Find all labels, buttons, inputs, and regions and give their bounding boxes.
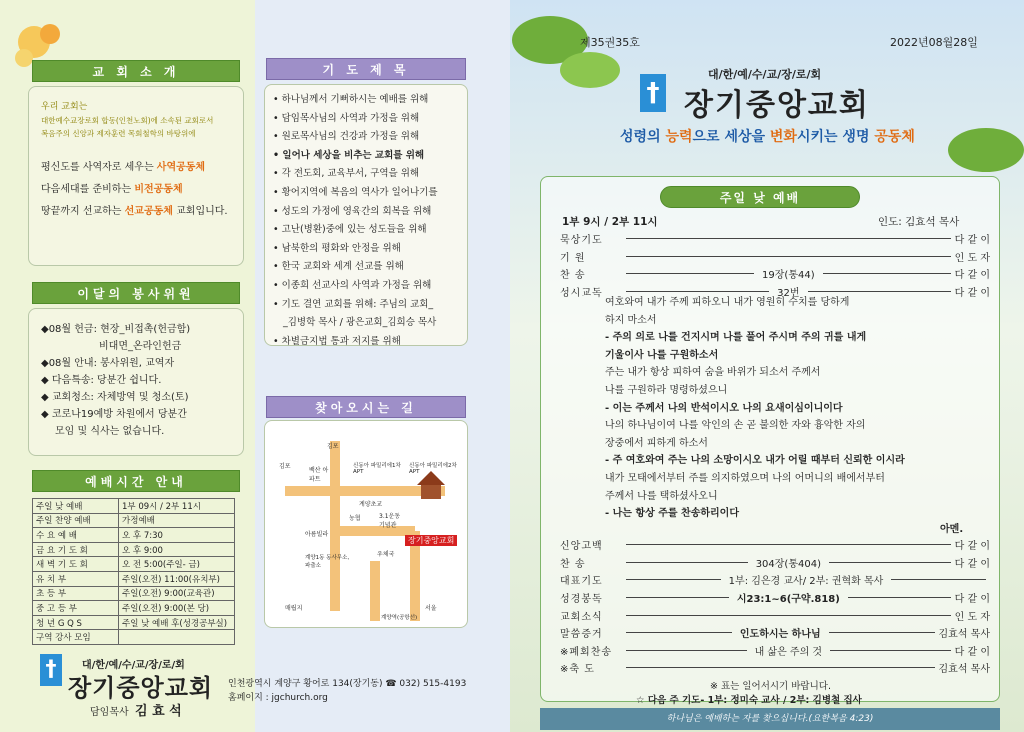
order-row [560, 230, 990, 248]
order-person: 다 같 이 [954, 646, 990, 658]
responsive-reading [560, 294, 990, 523]
slogan-part: 변화 [769, 129, 797, 145]
map-label: 계양역(공항선) [381, 615, 418, 621]
order-row [560, 589, 990, 607]
order-label: 대표기도 [560, 576, 603, 588]
footer-denomination: 대/한/예/수/교/장/로/회 [82, 660, 185, 671]
order-person: 인 도 자 [954, 611, 990, 623]
committee-item: 비대면_온라인헌금 [99, 341, 182, 352]
order-person: 인 도 자 [954, 252, 990, 264]
schedule-row [33, 528, 235, 543]
prayer-item: • 각 전도회, 교육부서, 구역을 위해 [273, 165, 467, 184]
schedule-time-cell: 주일 낮 예배 후(성경공부실) [119, 615, 235, 630]
slogan-part: 시키는 생명 [796, 129, 875, 145]
schedule-time-cell: 오 후 7:30 [119, 528, 235, 543]
schedule-time-cell: 오 후 9:00 [119, 542, 235, 557]
committee-item: ◆ 교회청소: 자체방역 및 청소(토) [41, 392, 189, 403]
map-label: 김포 [327, 443, 339, 450]
order-content: 19장(통44) [762, 270, 815, 282]
reading-line: 장중에서 피하게 하소서 [605, 437, 708, 449]
order-person: 다 같 이 [954, 558, 991, 570]
order-row [560, 536, 990, 554]
committee-box [28, 308, 244, 456]
footer-church-name: 장기중앙교회 [68, 674, 214, 702]
reading-line: - 이는 주께서 나의 반석이시오 나의 요새이심이니이다 [605, 402, 843, 414]
order-label: 말씀증거 [560, 629, 603, 641]
order-leader-line [626, 597, 729, 598]
map-box [264, 420, 468, 628]
committee-item: ◆ 다음특송: 당분간 쉽니다. [41, 375, 162, 386]
order-content: 32번 [777, 288, 800, 300]
schedule-header: 예배시간 안내 [32, 470, 240, 492]
amen-text: 아멘. [940, 524, 964, 535]
schedule-row [33, 499, 235, 514]
order-leader-line [626, 579, 721, 580]
schedule-time-cell: 주일(오전) 11:00(유치부) [119, 571, 235, 586]
schedule-row [33, 630, 235, 645]
slogan-part: 공동체 [874, 129, 915, 145]
prayer-box [264, 84, 468, 346]
order-leader-line [626, 273, 754, 274]
prayer-item: _김병학 목사 / 광은교회_김희승 목사 [283, 317, 437, 329]
map-label: 계양1동 동사무소,파출소 [305, 555, 350, 569]
pastor-label: 담임목사 [90, 707, 129, 718]
reading-line: - 주의 의로 나를 건지시며 나를 풀어 주시며 주의 귀를 내게 [605, 332, 867, 344]
intro-header: 교 회 소 개 [32, 60, 240, 82]
order-leader-line [829, 562, 951, 563]
map-church-marker: 장기중앙교회 [405, 535, 457, 546]
map-label: 신동아 파밀리에1차APT [353, 463, 401, 475]
order-content: 내 삶은 주의 것 [754, 646, 823, 658]
order-row [560, 571, 990, 589]
intro-line-3: 복음주의 신앙과 제자훈련 목회철학의 바탕위에 [41, 129, 196, 138]
worship-header: 주일 낮 예배 [660, 186, 860, 208]
order-leader-line [848, 597, 951, 598]
church-logo-icon: † [40, 654, 62, 686]
map-label: 매립지 [285, 605, 303, 612]
reading-line: 주께서 나를 택하셨사오니 [605, 490, 718, 502]
order-person: 다 같 이 [954, 594, 991, 606]
schedule-row [33, 586, 235, 601]
order-person: 다 같 이 [954, 235, 990, 247]
map-label: 신동아 파밀리에2차APT [409, 463, 457, 475]
header-denomination: 대/한/예/수/교/장/로/회 [708, 68, 822, 81]
intro-statement-3: 땅끝까지 선교하는 선교공동체 교회입니다. [41, 206, 228, 217]
reading-line: 주는 내가 항상 피하여 숨을 바위가 되소서 주께서 [605, 367, 821, 379]
schedule-time-cell: 주일(오전) 9:00(교육관) [119, 586, 235, 601]
order-leader-line [891, 579, 986, 580]
schedule-name-cell: 새 벽 기 도 회 [33, 557, 119, 572]
prayer-item: • 담임목사님의 사역과 가정을 위해 [273, 110, 467, 129]
next-prayer: ☆ 다음 주 기도- 1부: 정미숙 교사 / 2부: 김병철 집사 [636, 695, 862, 706]
prayer-item: • 기도 결연 교회를 위해: 주님의 교회_ [273, 296, 467, 315]
schedule-time-cell: 가정예배 [119, 513, 235, 528]
order-leader-line [830, 650, 951, 651]
reading-line: 나의 하나님이여 나를 악인의 손 곧 불의한 자와 흉악한 자의 [605, 420, 866, 432]
order-leader-line [626, 562, 748, 563]
schedule-name-cell: 주일 찬양 예배 [33, 513, 119, 528]
order-of-worship-bottom [560, 536, 990, 677]
reading-line: - 주 여호와여 주는 나의 소망이시오 내가 어릴 때부터 신뢰한 이시라 [605, 455, 905, 467]
order-content: 인도하시는 하나님 [739, 629, 821, 641]
map-drawing [265, 421, 469, 629]
schedule-name-cell: 구역 강사 모임 [33, 630, 119, 645]
order-label: 묵상기도 [560, 235, 603, 247]
prayer-item: • 한국 교회와 세계 선교를 위해 [273, 258, 467, 277]
schedule-time-cell: 주일(오전) 9:00(본 당) [119, 601, 235, 616]
service-leader: 인도: 김효석 목사 [878, 216, 960, 228]
schedule-row [33, 542, 235, 557]
order-leader-line [823, 273, 951, 274]
slogan-part: 능력 [665, 129, 693, 145]
order-label: 찬 송 [560, 558, 586, 570]
map-label: 우체국 [377, 551, 395, 558]
order-leader-line [626, 632, 732, 633]
reading-line: 하지 마소서 [605, 314, 657, 326]
schedule-row [33, 571, 235, 586]
schedule-name-cell: 수 요 예 배 [33, 528, 119, 543]
order-leader-line [626, 238, 951, 239]
order-person: 다 같 이 [954, 288, 991, 300]
map-label: 서울 [425, 605, 437, 612]
slogan [620, 126, 915, 146]
intro-statement-1: 평신도를 사역자로 세우는 사역공동체 [41, 162, 206, 173]
order-leader-line [626, 615, 951, 616]
order-label: ※축 도 [560, 664, 595, 676]
prayer-item: • 남북한의 평화와 안정을 위해 [273, 240, 467, 259]
order-label: 성시교독 [560, 288, 603, 300]
order-leader-line [626, 667, 935, 668]
reading-line: 나를 구원하라 명령하셨으니 [605, 384, 728, 396]
order-of-worship-top [560, 230, 990, 300]
schedule-row [33, 513, 235, 528]
order-row [560, 659, 990, 677]
committee-item: ◆08월 헌금: 현장_비접촉(헌금함) [41, 324, 191, 335]
standing-note: ※ 표는 일어서시기 바랍니다. [710, 681, 831, 692]
order-label: 신앙고백 [560, 541, 603, 553]
left-page [0, 0, 510, 732]
order-leader-line [626, 291, 769, 292]
order-content: 시23:1~6(구약.818) [736, 594, 840, 606]
map-label: 3.1운동 기념관 [379, 513, 401, 529]
header-church-name: 장기중앙교회 [684, 88, 870, 123]
order-label: ※폐회찬송 [560, 646, 613, 658]
schedule-name-cell: 주일 낮 예배 [33, 499, 119, 514]
map-label: 백산 아파트 [309, 467, 329, 483]
prayer-item: • 일어나 세상을 비추는 교회를 위해 [273, 147, 467, 166]
order-person: 김효석 목사 [938, 629, 990, 641]
order-content: 304장(통404) [755, 558, 821, 570]
directions-header: 찾아오시는 길 [266, 396, 466, 418]
pastor-name: 김 효 석 [135, 704, 182, 719]
prayer-item: • 원로목사님의 건강과 가정을 위해 [273, 128, 467, 147]
schedule-name-cell: 유 치 부 [33, 571, 119, 586]
order-row [560, 606, 990, 624]
committee-item: ◆ 코로나19예방 차원에서 당분간 [41, 409, 187, 420]
order-person: 다 같 이 [954, 541, 990, 553]
prayer-item: • 황어지역에 복음의 역사가 일어나기를 [273, 184, 467, 203]
schedule-time-cell: 오 전 5:00(주일- 금) [119, 557, 235, 572]
schedule-time-cell: 1부 09시 / 2부 11시 [119, 499, 235, 514]
order-row [560, 642, 990, 660]
committee-item: ◆08월 안내: 봉사위원, 교역자 [41, 358, 175, 369]
order-row [560, 624, 990, 642]
intro-line-1: 우리 교회는 [41, 102, 88, 112]
map-label: 아름빌라 [305, 531, 329, 538]
prayer-item: • 하나님께서 기뻐하시는 예배를 위해 [273, 91, 467, 110]
slogan-part: 으로 세상을 [692, 129, 770, 145]
prayer-item: • 차별금지법 통과 저지를 위해 [273, 333, 467, 352]
schedule-name-cell: 금 요 기 도 회 [33, 542, 119, 557]
map-label: 계양초교 [359, 501, 383, 508]
reading-line: 여호와여 내가 주께 피하오니 내가 영원히 수치를 당하게 [605, 297, 850, 308]
schedule-row [33, 615, 235, 630]
order-label: 찬 송 [560, 270, 586, 282]
slogan-part: 성령 [620, 129, 648, 145]
reading-line: - 나는 항상 주를 찬송하리이다 [605, 508, 739, 520]
footer-address: 인천광역시 계양구 황어로 134(장기동) ☎ 032) 515-4193 [228, 679, 467, 689]
order-leader-line [626, 544, 951, 545]
intro-line-2: 대한예수교장로회 합동(인천노회)에 소속된 교회로서 [41, 116, 214, 125]
issue-number: 제35권35호 [580, 36, 640, 49]
committee-list [41, 321, 241, 440]
reading-line: 내가 모태에서부터 주를 의지하였으며 나의 어머니의 배에서부터 [605, 472, 885, 484]
order-label: 성경봉독 [560, 594, 603, 606]
order-row [560, 554, 990, 572]
schedule-table [32, 498, 235, 645]
prayer-item: • 성도의 가정에 영육간의 회복을 위해 [273, 203, 467, 222]
order-person: 다 같 이 [954, 270, 991, 282]
reading-line: 기울이사 나를 구원하소서 [605, 349, 719, 361]
issue-date: 2022년08월28일 [890, 36, 978, 49]
prayer-header: 기 도 제 목 [266, 58, 466, 80]
intro-box [28, 86, 244, 266]
order-leader-line [808, 291, 951, 292]
order-label: 교회소식 [560, 611, 603, 623]
schedule-name-cell: 초 등 부 [33, 586, 119, 601]
schedule-table-wrap [32, 498, 235, 645]
order-leader-line [829, 632, 935, 633]
order-person: 김효석 목사 [938, 664, 990, 676]
committee-item: 모임 및 식사는 없습니다. [55, 426, 165, 437]
order-leader-line [626, 256, 951, 257]
footer-verse: 하나님은 예배하는 자를 찾으십니다.(요한복음 4:23) [540, 708, 1000, 730]
schedule-row [33, 557, 235, 572]
service-times: 1부 9시 / 2부 11시 [562, 216, 658, 228]
committee-header: 이달의 봉사위원 [32, 282, 240, 304]
schedule-name-cell: 청 년 G Q S [33, 615, 119, 630]
prayer-item: • 이종희 선교사의 사역과 가정을 위해 [273, 277, 467, 296]
prayer-item: • 고난(병환)중에 있는 성도들을 위해 [273, 221, 467, 240]
footer-homepage: 홈페이지 : jgchurch.org [228, 693, 328, 703]
slogan-part: 의 [647, 129, 666, 145]
map-label: 김포 [279, 463, 291, 470]
order-label: 기 원 [560, 252, 586, 264]
leaf-decoration-icon [510, 0, 640, 110]
schedule-name-cell: 중 고 등 부 [33, 601, 119, 616]
order-leader-line [626, 650, 747, 651]
schedule-row [33, 601, 235, 616]
order-row [560, 248, 990, 266]
order-row [560, 265, 990, 283]
map-label: 농협 [349, 515, 361, 522]
church-logo-icon: † [640, 74, 666, 112]
schedule-time-cell [119, 630, 235, 645]
order-content: 1부: 김은경 교사/ 2부: 권혁화 목사 [728, 576, 884, 588]
prayer-list [273, 91, 467, 351]
intro-statement-2: 다음세대를 준비하는 비전공동체 [41, 184, 183, 195]
